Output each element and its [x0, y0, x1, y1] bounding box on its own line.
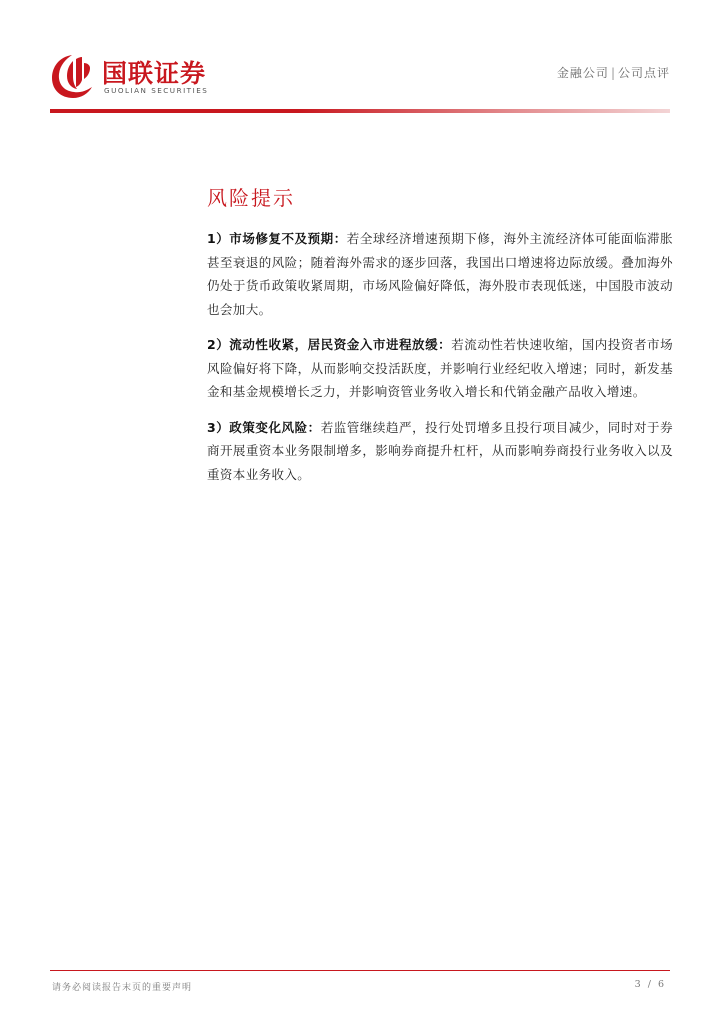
risk-item-text: 若监管继续趋严，投行处罚增多且投行项目减少，同时对于券商开展重资本业务限制增多，影响券商提升杠杆，从而影响券商投行业务收入以及重资本业务收入。: [207, 419, 673, 482]
company-logo: [50, 53, 240, 101]
page-number: 3 / 6: [634, 979, 666, 990]
risk-item: [207, 416, 673, 487]
risk-item: [207, 333, 673, 404]
section-title: 风险提示: [207, 186, 295, 210]
risk-item-label: 3）政策变化风险：: [207, 419, 321, 435]
report-type-label: 公司点评: [617, 66, 670, 80]
guolian-logo-icon: [50, 53, 94, 99]
risk-item-text: 若流动性若快速收缩，国内投资者市场风险偏好将下降，从而影响交投活跃度，并影响行业经纪收入增速；同时，新发基金和基金规模增长乏力，并影响资管业务收入增长和代销金融产品收入增速。: [207, 337, 673, 399]
brand-name-en: GUOLIAN SECURITIES: [104, 86, 209, 95]
risk-list: [207, 227, 673, 498]
risk-item-label: 2）流动性收紧，居民资金入市进程放缓：: [207, 337, 452, 352]
risk-item: [207, 227, 673, 321]
category-label: 金融公司: [556, 66, 609, 80]
brand-name-cn: 国联证券: [102, 59, 207, 88]
header-divider: [50, 109, 670, 113]
footer-disclaimer: 请务必阅读报告末页的重要声明: [52, 983, 193, 993]
category-separator: |: [610, 66, 616, 80]
footer-divider: [50, 970, 670, 971]
report-category: [557, 64, 670, 81]
risk-item-label: 1）市场修复不及预期：: [207, 231, 347, 246]
risk-item-text: 若全球经济增速预期下修，海外主流经济体可能面临滞胀甚至衰退的风险；随着海外需求的逐步回落，我国出口增速将边际放缓。叠加海外仍处于货币政策收紧周期，市场风险偏好降低，海外股市表现低迷，中国股市波动也会加大。: [207, 231, 673, 317]
